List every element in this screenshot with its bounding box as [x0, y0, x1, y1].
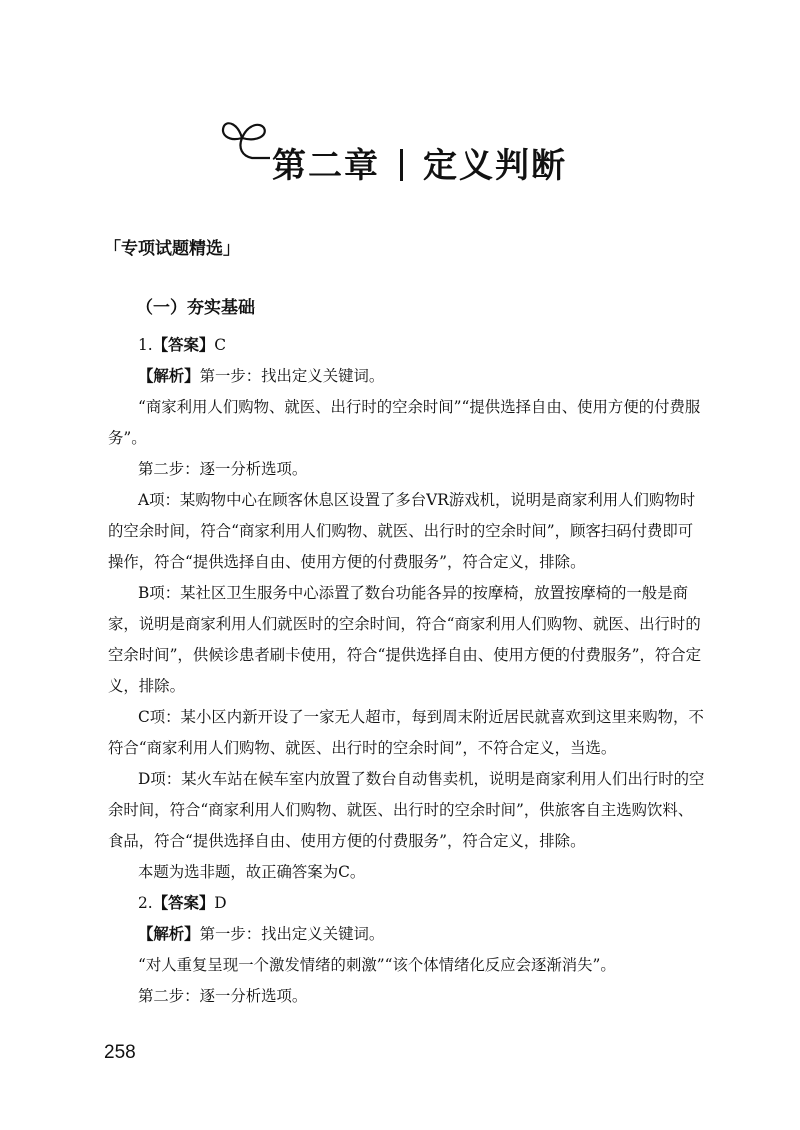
answer-1-analysis-step1: 【解析】第一步：找出定义关键词。	[138, 367, 385, 385]
answer-1-header: 1.【答案】C	[138, 336, 227, 354]
chapter-number: 第二章	[272, 146, 380, 186]
answer-1-option-d: D项：某火车站在候车室内放置了数台自动售卖机，说明是商家利用人们出行时的空余时间，符合“商家利用人们购物、就医、出行时的空余时间”，供旅客自主选购饮料、食品，符合“提供选择自由、使用方便的付费服务”，符合定义，排除。	[108, 770, 705, 850]
answer-1-keywords: “商家利用人们购物、就医、出行时的空余时间”“提供选择自由、使用方便的付费服务”。	[108, 398, 701, 447]
answer-1-option-a: A项：某购物中心在顾客休息区设置了多台VR游戏机，说明是商家利用人们购物时的空余时间，符合“商家利用人们购物、就医、出行时的空余时间”，顾客扫码付费即可操作，符合“提供选择自由、使用方便的付费服务”，符合定义，排除。	[108, 491, 696, 571]
answer-1-option-c: C项：某小区内新开设了一家无人超市，每到周末附近居民就喜欢到这里来购物，不符合“商家利用人们购物、就医、出行时的空余时间”，不符合定义，当选。	[108, 708, 704, 757]
chapter-name: 定义判断	[423, 146, 567, 186]
subsection-title: （一）夯实基础	[136, 298, 255, 318]
answer-2-analysis-step1: 【解析】第一步：找出定义关键词。	[138, 925, 385, 943]
answer-2-step2: 第二步：逐一分析选项。	[138, 987, 308, 1005]
sprout-icon	[216, 112, 272, 168]
answer-content	[108, 330, 708, 1012]
answer-2-keywords: “对人重复呈现一个激发情绪的刺激”“该个体情绪化反应会逐渐消失”。	[138, 956, 616, 974]
chapter-title	[272, 138, 567, 187]
answer-1-option-b: B项：某社区卫生服务中心添置了数台功能各异的按摩椅，放置按摩椅的一般是商家，说明是商家利用人们就医时的空余时间，符合“商家利用人们购物、就医、出行时的空余时间”，供候诊患者刷卡使用，符合“提供选择自由、使用方便的付费服务”，符合定义，排除。	[108, 584, 702, 695]
section-title: 「专项试题精选」	[104, 239, 240, 259]
page-number: 258	[104, 1042, 136, 1063]
answer-1-step2: 第二步：逐一分析选项。	[138, 460, 308, 478]
chapter-header	[216, 112, 576, 186]
answer-2-header: 2.【答案】D	[138, 894, 227, 912]
chapter-separator	[400, 149, 403, 181]
answer-1-conclusion: 本题为选非题，故正确答案为C。	[138, 863, 366, 881]
